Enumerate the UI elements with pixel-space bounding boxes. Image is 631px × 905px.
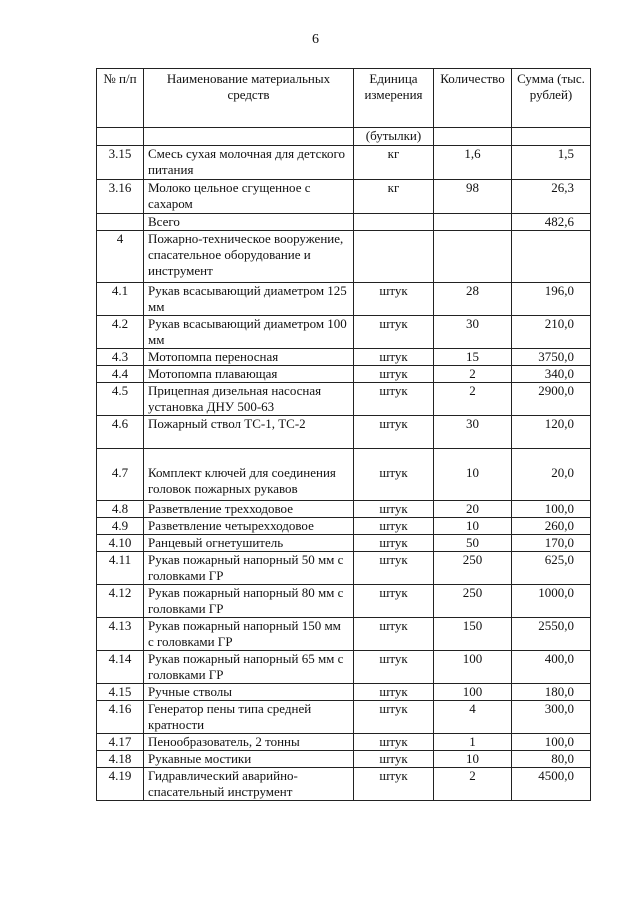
row-quantity: 2 — [434, 383, 512, 416]
row-number: 4.2 — [97, 316, 144, 349]
row-unit: штук — [354, 684, 434, 701]
row-unit: кг — [354, 146, 434, 180]
header-qty: Количество — [434, 69, 512, 128]
table-row — [97, 734, 591, 751]
row-number: 4.5 — [97, 383, 144, 416]
row-name: Ручные стволы — [144, 684, 354, 701]
row-number: 4.11 — [97, 552, 144, 585]
table-row — [97, 501, 591, 518]
table-row — [97, 585, 591, 618]
page-number: 6 — [312, 32, 319, 47]
row-number: 4.15 — [97, 684, 144, 701]
header-num: № п/п — [97, 69, 144, 128]
row-unit: штук — [354, 449, 434, 501]
inventory-table — [96, 68, 591, 801]
row-unit: кг — [354, 180, 434, 214]
row-unit: штук — [354, 366, 434, 383]
row-quantity — [434, 231, 512, 283]
row-sum: 1,5 — [512, 146, 591, 180]
row-sum: 196,0 — [512, 283, 591, 316]
table-header-row — [97, 69, 591, 128]
row-name: Рукав пожарный напорный 80 мм с головками ГР — [144, 585, 354, 618]
table-row — [97, 518, 591, 535]
row-name: Пожарно-техническое вооружение, спасательное оборудование и инструмент — [144, 231, 354, 283]
table-row — [97, 552, 591, 585]
row-sum: 400,0 — [512, 651, 591, 684]
row-sum: 120,0 — [512, 416, 591, 449]
row-sum: 20,0 — [512, 449, 591, 501]
row-quantity: 98 — [434, 180, 512, 214]
row-number: 4.6 — [97, 416, 144, 449]
row-name: Молоко цельное сгущенное с сахаром — [144, 180, 354, 214]
table-row — [97, 366, 591, 383]
row-name: Пожарный ствол ТС-1, ТС-2 — [144, 416, 354, 449]
row-quantity: 100 — [434, 684, 512, 701]
row-quantity: 20 — [434, 501, 512, 518]
table-row — [97, 751, 591, 768]
row-sum: 300,0 — [512, 701, 591, 734]
row-name: Разветвление трехходовое — [144, 501, 354, 518]
row-number: 4.3 — [97, 349, 144, 366]
row-number: 3.16 — [97, 180, 144, 214]
row-quantity: 2 — [434, 366, 512, 383]
row-unit: штук — [354, 651, 434, 684]
table-row — [97, 768, 591, 801]
table-body — [97, 146, 591, 801]
row-name: Мотопомпа плавающая — [144, 366, 354, 383]
table-row — [97, 618, 591, 651]
table-row — [97, 701, 591, 734]
row-number: 4.18 — [97, 751, 144, 768]
row-number: 4.13 — [97, 618, 144, 651]
row-unit: штук — [354, 316, 434, 349]
table-row — [97, 449, 591, 501]
row-sum — [512, 231, 591, 283]
row-sum: 625,0 — [512, 552, 591, 585]
row-quantity — [434, 214, 512, 231]
row-number: 4.1 — [97, 283, 144, 316]
table-row — [97, 180, 591, 214]
row-sum: 3750,0 — [512, 349, 591, 366]
row-unit: штук — [354, 518, 434, 535]
row-number: 4.14 — [97, 651, 144, 684]
row-unit: штук — [354, 416, 434, 449]
row-sum: 100,0 — [512, 501, 591, 518]
row-unit: штук — [354, 618, 434, 651]
row-quantity: 10 — [434, 518, 512, 535]
row-quantity: 100 — [434, 651, 512, 684]
row-number: 4.7 — [97, 449, 144, 501]
row-quantity: 30 — [434, 316, 512, 349]
row-quantity: 15 — [434, 349, 512, 366]
row-name: Рукав пожарный напорный 65 мм с головками ГР — [144, 651, 354, 684]
row-quantity: 250 — [434, 552, 512, 585]
row-name: Рукав пожарный напорный 50 мм с головками ГР — [144, 552, 354, 585]
subheader-empty — [434, 128, 512, 146]
row-sum: 210,0 — [512, 316, 591, 349]
row-number — [97, 214, 144, 231]
row-sum: 340,0 — [512, 366, 591, 383]
row-unit: штук — [354, 734, 434, 751]
subheader-empty — [144, 128, 354, 146]
row-quantity: 10 — [434, 751, 512, 768]
header-unit: Единица измерения — [354, 69, 434, 128]
table-row — [97, 283, 591, 316]
row-unit: штук — [354, 585, 434, 618]
row-unit: штук — [354, 751, 434, 768]
row-sum: 482,6 — [512, 214, 591, 231]
row-quantity: 1,6 — [434, 146, 512, 180]
header-sum: Сумма (тыс. рублей) — [512, 69, 591, 128]
row-unit: штук — [354, 383, 434, 416]
row-unit: штук — [354, 552, 434, 585]
row-quantity: 1 — [434, 734, 512, 751]
subheader-empty — [97, 128, 144, 146]
row-quantity: 50 — [434, 535, 512, 552]
row-name: Рукав всасывающий диаметром 125 мм — [144, 283, 354, 316]
row-unit: штук — [354, 349, 434, 366]
row-name: Рукав всасывающий диаметром 100 мм — [144, 316, 354, 349]
row-name: Смесь сухая молочная для детского питания — [144, 146, 354, 180]
row-sum: 2900,0 — [512, 383, 591, 416]
row-number: 4.19 — [97, 768, 144, 801]
row-number: 4.4 — [97, 366, 144, 383]
row-unit: штук — [354, 768, 434, 801]
row-name: Рукав пожарный напорный 150 мм с головками ГР — [144, 618, 354, 651]
row-sum: 80,0 — [512, 751, 591, 768]
row-quantity: 28 — [434, 283, 512, 316]
table-row — [97, 651, 591, 684]
row-sum: 26,3 — [512, 180, 591, 214]
row-name: Гидравлический аварийно-спасательный инструмент — [144, 768, 354, 801]
row-sum: 180,0 — [512, 684, 591, 701]
table-row — [97, 383, 591, 416]
row-sum: 1000,0 — [512, 585, 591, 618]
row-number: 4 — [97, 231, 144, 283]
row-name: Комплект ключей для соединения головок пожарных рукавов — [144, 449, 354, 501]
subheader-empty — [512, 128, 591, 146]
row-name: Мотопомпа переносная — [144, 349, 354, 366]
row-sum: 4500,0 — [512, 768, 591, 801]
row-name: Генератор пены типа средней кратности — [144, 701, 354, 734]
row-number: 4.8 — [97, 501, 144, 518]
row-number: 4.9 — [97, 518, 144, 535]
row-name: Прицепная дизельная насосная установка ДНУ 500-63 — [144, 383, 354, 416]
row-name: Ранцевый огнетушитель — [144, 535, 354, 552]
row-sum: 260,0 — [512, 518, 591, 535]
table-row — [97, 316, 591, 349]
table-row — [97, 146, 591, 180]
row-name: Рукавные мостики — [144, 751, 354, 768]
table-row — [97, 684, 591, 701]
row-name: Всего — [144, 214, 354, 231]
table-row — [97, 349, 591, 366]
row-name: Пенообразователь, 2 тонны — [144, 734, 354, 751]
table-row — [97, 231, 591, 283]
row-sum: 100,0 — [512, 734, 591, 751]
row-quantity: 30 — [434, 416, 512, 449]
row-unit: штук — [354, 701, 434, 734]
row-unit — [354, 231, 434, 283]
table-row — [97, 535, 591, 552]
row-unit: штук — [354, 501, 434, 518]
row-sum: 2550,0 — [512, 618, 591, 651]
row-sum: 170,0 — [512, 535, 591, 552]
row-number: 4.12 — [97, 585, 144, 618]
row-quantity: 4 — [434, 701, 512, 734]
row-quantity: 150 — [434, 618, 512, 651]
unit-note: (бутылки) — [354, 128, 434, 146]
table-row — [97, 416, 591, 449]
header-name: Наименование материальных средств — [144, 69, 354, 128]
table-row — [97, 214, 591, 231]
row-number: 3.15 — [97, 146, 144, 180]
row-number: 4.10 — [97, 535, 144, 552]
row-unit: штук — [354, 283, 434, 316]
row-unit — [354, 214, 434, 231]
row-quantity: 2 — [434, 768, 512, 801]
row-quantity: 10 — [434, 449, 512, 501]
row-unit: штук — [354, 535, 434, 552]
row-quantity: 250 — [434, 585, 512, 618]
row-number: 4.17 — [97, 734, 144, 751]
table-subheader-row — [97, 128, 591, 146]
row-name: Разветвление четырехходовое — [144, 518, 354, 535]
row-number: 4.16 — [97, 701, 144, 734]
